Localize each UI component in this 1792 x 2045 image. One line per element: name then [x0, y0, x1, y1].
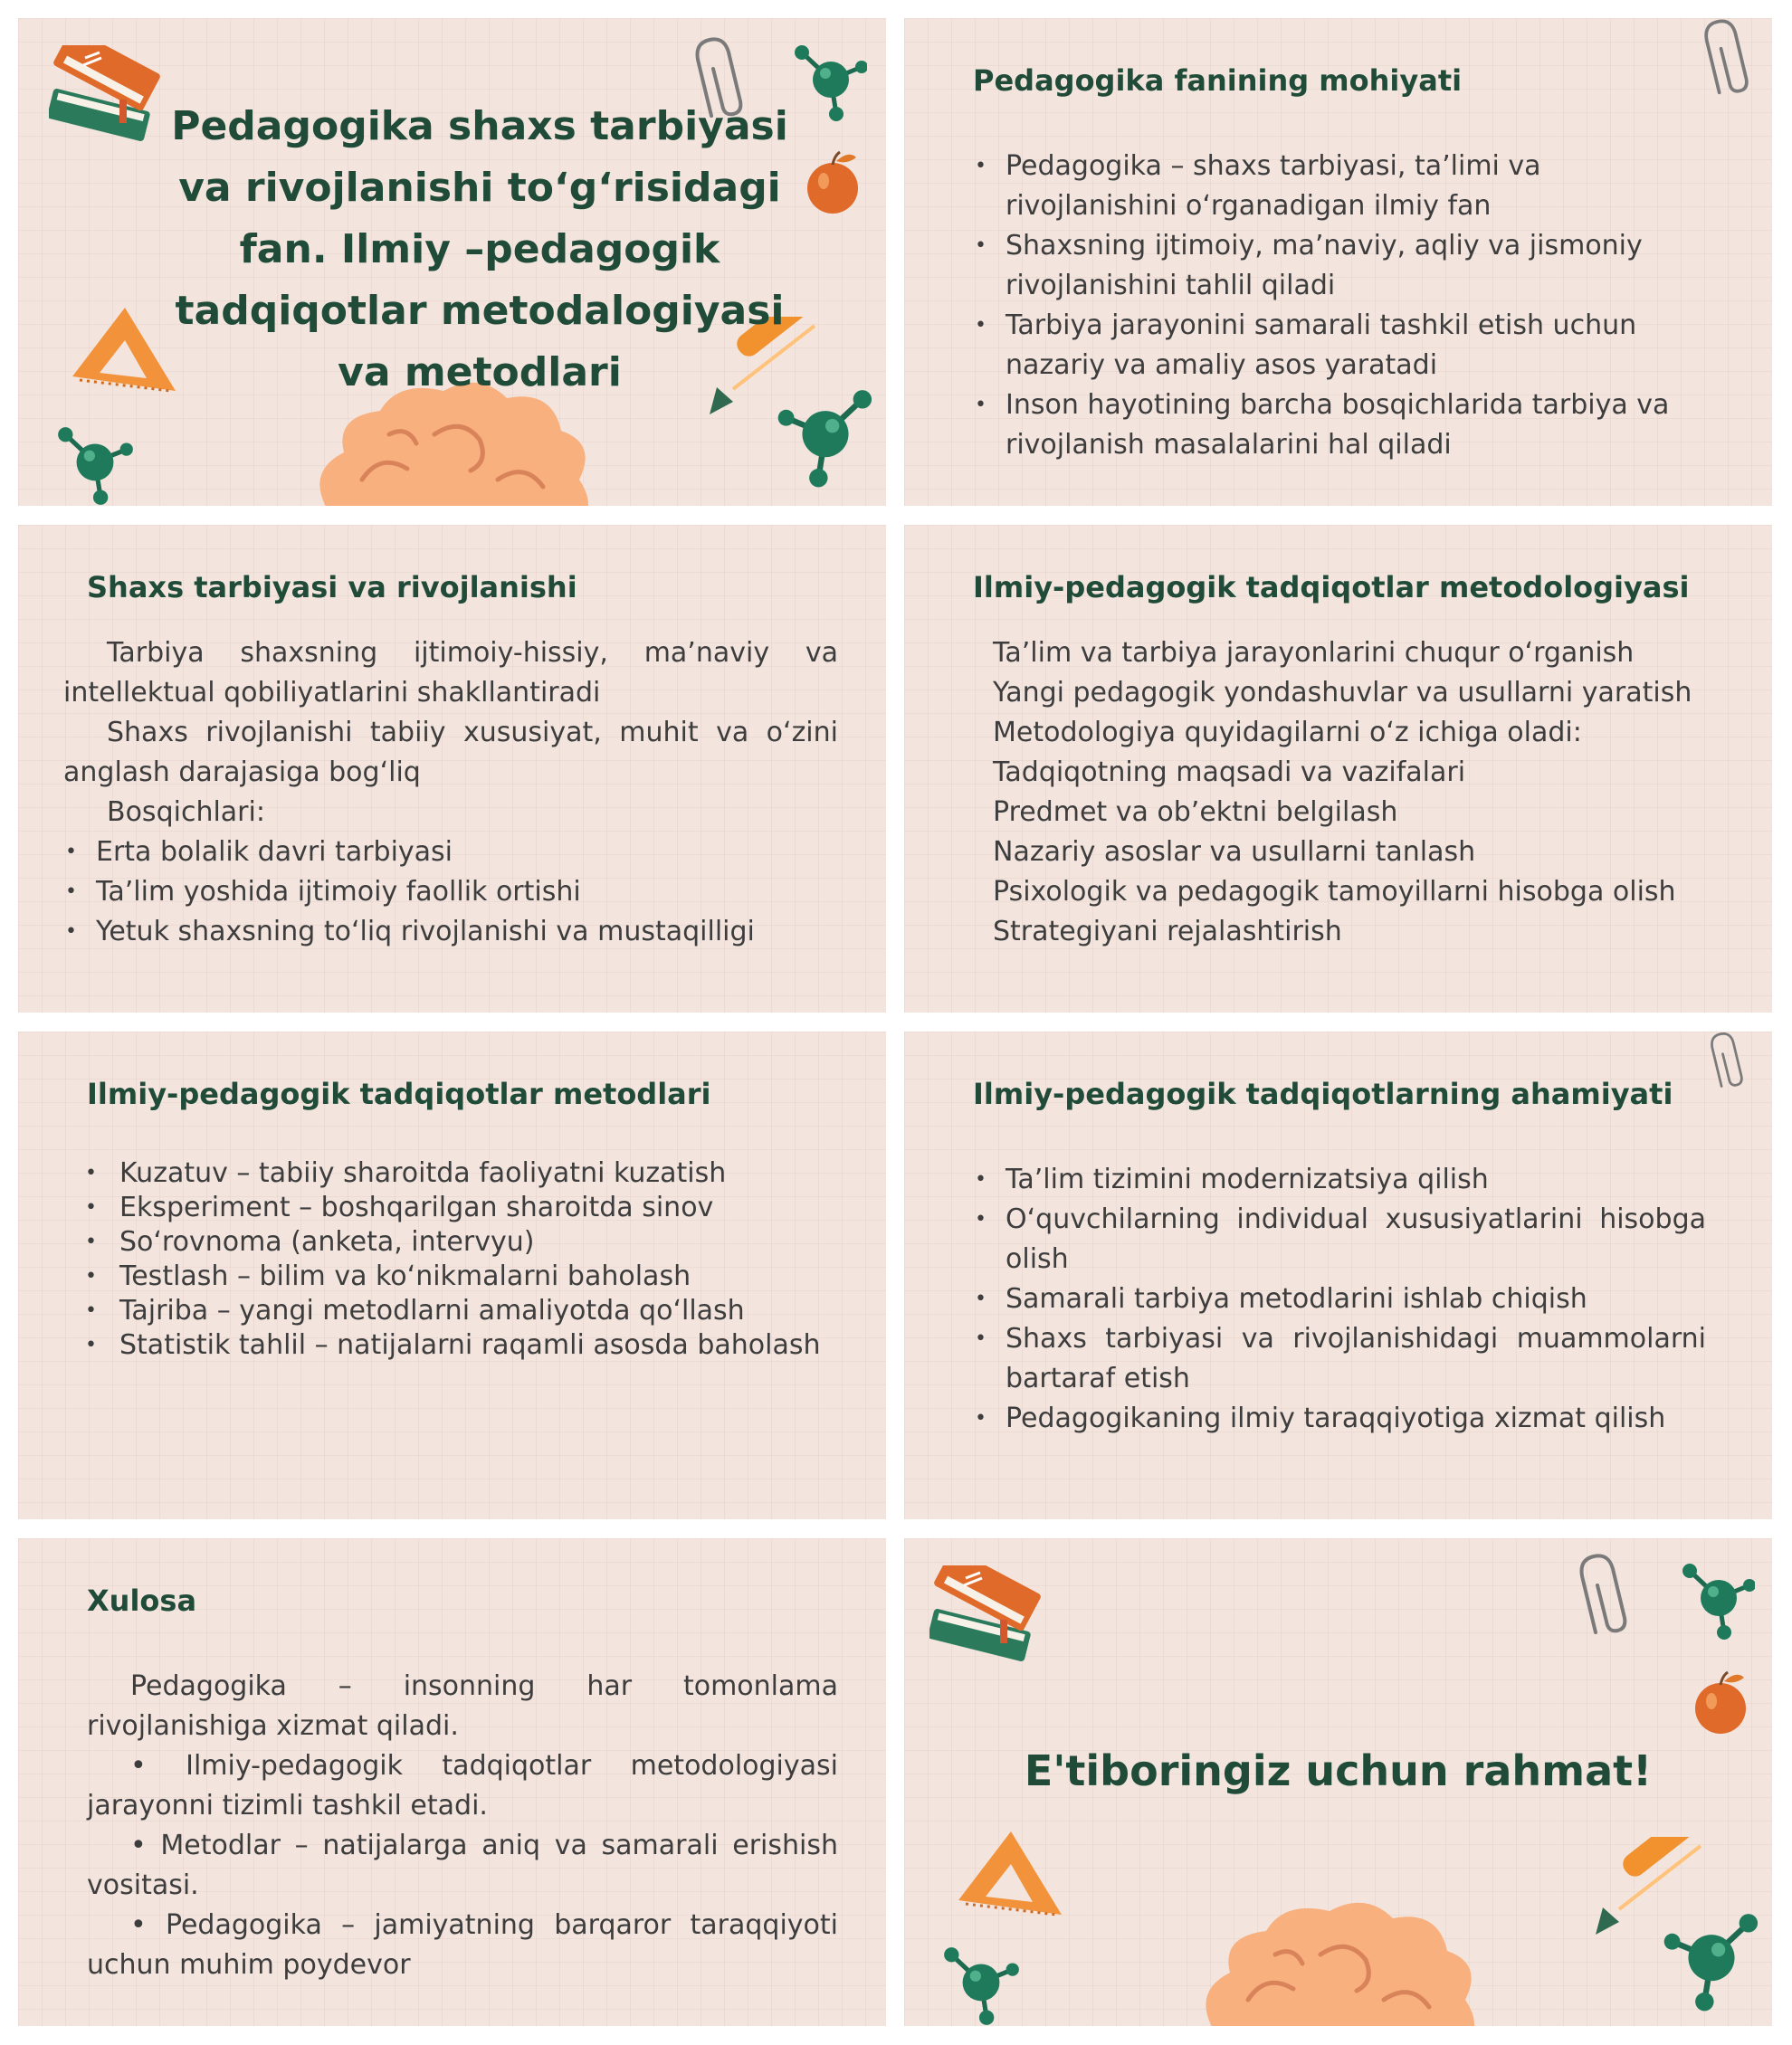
- apple-icon: [1693, 1670, 1751, 1737]
- list-item: • So‘rovnoma (anketa, intervyu): [83, 1225, 862, 1260]
- presentation-title: Pedagogika shaxs tarbiyasi va rivojlanishi to‘g‘risidagi fan. Ilmiy –pedagogik tadqiqotlar metodalogiyasi va metodlari: [171, 103, 788, 395]
- text-line: Ta’lim va tarbiya jarayonlarini chuqur o‘rganish: [993, 637, 1635, 669]
- list-item: • Ta’lim yoshida ijtimoiy faollik ortishi: [63, 872, 838, 912]
- paragraph: Shaxs rivojlanishi tabiiy xususiyat, muhit va o‘zini anglash darajasiga bog‘liq: [63, 717, 838, 788]
- text-line: Strategiyani rejalashtirish: [993, 916, 1342, 947]
- paperclip-icon: [1702, 18, 1753, 100]
- thank-you-title: E'tiboringiz uchun rahmat!: [1024, 1746, 1653, 1795]
- slide-heading: Pedagogika fanining mohiyati: [973, 63, 1463, 98]
- paragraph: Bosqichlari:: [107, 796, 265, 828]
- paragraph: Tarbiya shaxsning ijtimoiy-hissiy, ma’naviy va intellektual qobiliyatlarini shakllantiradi: [63, 637, 838, 709]
- slide-body: [973, 1160, 1706, 1439]
- text-line: Nazariy asoslar va usullarni tanlash: [993, 836, 1476, 868]
- paragraph: • Metodlar – natijalarga aniq va samarali erishish vositasi.: [87, 1830, 838, 1901]
- apple-icon: [805, 150, 863, 217]
- slide-heading: Shaxs tarbiyasi va rivojlanishi: [87, 570, 577, 604]
- brain-icon: [1158, 1891, 1520, 2026]
- list-item: • Pedagogika – shaxs tarbiyasi, ta’limi va rivojlanishini o‘rganadigan ilmiy fan: [973, 147, 1715, 226]
- molecule-icon: [40, 423, 150, 506]
- title-slide: [18, 18, 886, 506]
- paperclip-icon: [1702, 1032, 1753, 1091]
- slide-heading: Ilmiy-pedagogik tadqiqotlar metodologiyasi: [973, 570, 1690, 604]
- list-item: • Shaxs tarbiyasi va rivojlanishidagi muammolarni bartaraf etish: [973, 1319, 1706, 1399]
- molecule-icon: [1659, 1909, 1764, 2018]
- slide-metodologiya: [904, 525, 1772, 1013]
- slide-pedagogika-mohiyati: [904, 18, 1772, 506]
- text-line: Yangi pedagogik yondashuvlar va usullarni yaratish: [993, 677, 1692, 709]
- text-line: Predmet va ob’ektni belgilash: [993, 796, 1398, 828]
- list-item: • Samarali tarbiya metodlarini ishlab chiqish: [973, 1279, 1706, 1319]
- list-item: • Ta’lim tizimini modernizatsiya qilish: [973, 1160, 1706, 1200]
- list-item: • Testlash – bilim va ko‘nikmalarni baholash: [83, 1260, 862, 1294]
- slide-xulosa: [18, 1538, 886, 2026]
- slide-ahamiyati: [904, 1032, 1772, 1519]
- paragraph: Pedagogika – insonning har tomonlama rivojlanishiga xizmat qiladi.: [87, 1670, 838, 1742]
- slide-body: [973, 147, 1715, 465]
- book-stack-icon: [929, 1565, 1065, 1683]
- list-item: • Yetuk shaxsning to‘liq rivojlanishi va mustaqilligi: [63, 912, 838, 952]
- slide-body: [87, 1667, 838, 1985]
- list-item: • O‘quvchilarning individual xususiyatlarini hisobga olish: [973, 1200, 1706, 1279]
- list-item: • Inson hayotining barcha bosqichlarida tarbiya va rivojlanish masalalarini hal qiladi: [973, 385, 1715, 465]
- list-item: • Tarbiya jarayonini samarali tashkil etish uchun nazariy va amaliy asos yaratadi: [973, 306, 1715, 385]
- paragraph: • Ilmiy-pedagogik tadqiqotlar metodologiyasi jarayonni tizimli tashkil etadi.: [87, 1750, 838, 1821]
- molecule-icon: [1682, 1560, 1755, 1645]
- slide-body: [63, 633, 838, 952]
- molecule-icon: [926, 1944, 1036, 2026]
- slide-metodlar: [18, 1032, 886, 1519]
- list-item: • Statistik tahlil – natijalarni raqamli asosda baholash: [83, 1328, 862, 1363]
- text-line: Tadqiqotning maqsadi va vazifalari: [993, 756, 1466, 788]
- list-item: • Pedagogikaning ilmiy taraqqiyotiga xizmat qilish: [973, 1399, 1706, 1439]
- text-line: Psixologik va pedagogik tamoyillarni hisobga olish: [993, 876, 1676, 908]
- slide-body: [993, 633, 1735, 952]
- text-line: Metodologiya quyidagilarni o‘z ichiga oladi:: [993, 717, 1582, 748]
- slide-heading: Ilmiy-pedagogik tadqiqotlar metodlari: [87, 1077, 711, 1111]
- slide-heading: Xulosa: [87, 1584, 197, 1618]
- molecule-icon: [795, 42, 867, 127]
- paragraph: • Pedagogika – jamiyatning barqaror taraqqiyoti uchun muhim poydevor: [87, 1909, 838, 1981]
- list-item: • Erta bolalik davri tarbiyasi: [63, 832, 838, 872]
- thank-you-slide: [904, 1538, 1772, 2026]
- triangle-ruler-icon: [955, 1828, 1067, 1918]
- paperclip-icon: [1578, 1553, 1632, 1640]
- slide-body: [83, 1156, 862, 1363]
- list-item: • Kuzatuv – tabiiy sharoitda faoliyatni kuzatish: [83, 1156, 862, 1191]
- list-item: • Eksperiment – boshqarilgan sharoitda sinov: [83, 1191, 862, 1225]
- slide-heading: Ilmiy-pedagogik tadqiqotlarning ahamiyati: [973, 1077, 1673, 1111]
- list-item: • Tajriba – yangi metodlarni amaliyotda qo‘llash: [83, 1294, 862, 1328]
- slide-shaxs-tarbiyasi: [18, 525, 886, 1013]
- list-item: • Shaxsning ijtimoiy, ma’naviy, aqliy va jismoniy rivojlanishini tahlil qiladi: [973, 226, 1715, 306]
